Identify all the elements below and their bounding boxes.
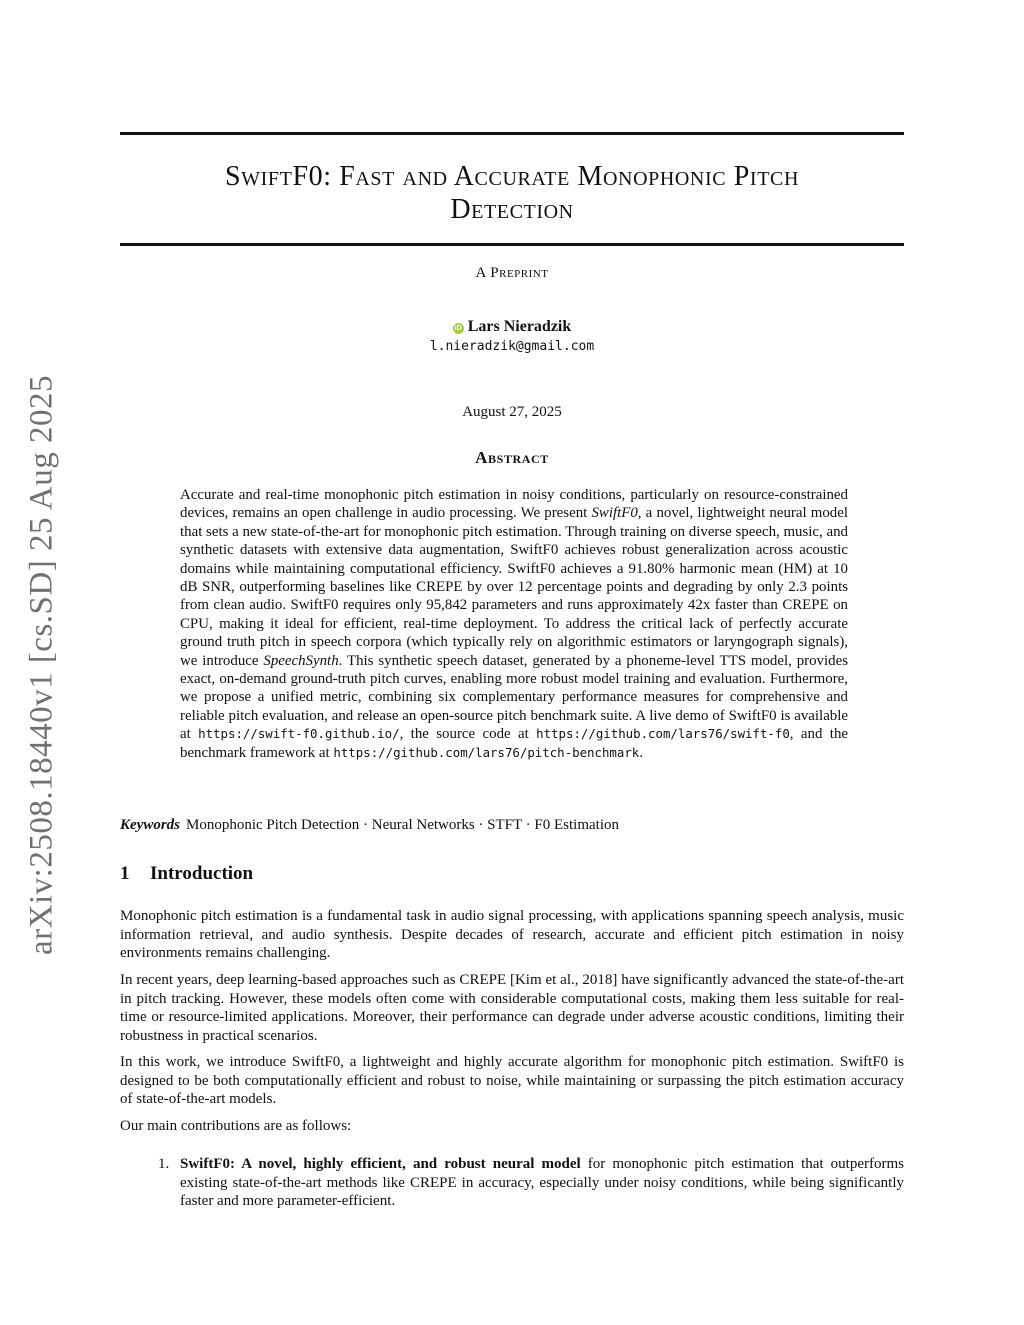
source-code-link[interactable]: https://github.com/lars76/swift-f0	[536, 726, 790, 742]
arxiv-sidebar-stamp: arXiv:2508.18440v1 [cs.SD] 25 Aug 2025	[23, 375, 60, 955]
intro-paragraph-2: In recent years, deep learning-based approaches such as CREPE [Kim et al., 2018] have significantly advanced the state-of-the-art in pitch tracking. However, these models often come with considerable computational costs, making them less suitable for real-time or resource-limited applications. Moreover, their performance can degrade under adverse acoustic conditions, limiting their robustness in practical scenarios.	[120, 972, 904, 1044]
publication-date: August 27, 2025	[462, 404, 562, 420]
abstract-text: . This synthetic speech dataset, generated by a phoneme-level TTS model, provides exact, on-demand ground-truth pitch curves, enabling more robust model training and evaluation. Furthermore, we propose a unified metric, combining six complementary performance measures for comprehensive and reliable pitch evaluation, and release an open-source pitch benchmark suite. A live demo of SwiftF0 is available at	[180, 652, 848, 743]
abstract-body	[180, 486, 848, 762]
benchmark-link[interactable]: https://github.com/lars76/pitch-benchmark	[333, 744, 640, 760]
abstract-text: .	[639, 744, 643, 761]
author-name: Lars Nieradzik	[467, 318, 572, 335]
contribution-item	[158, 1155, 904, 1211]
abstract-model-name: SwiftF0	[591, 505, 638, 522]
preprint-label: A Preprint	[475, 265, 549, 281]
title-line-1: SwiftF0: Fast and Accurate Monophonic Pitch	[225, 161, 799, 192]
intro-paragraph-1: Monophonic pitch estimation is a fundamental task in audio signal processing, with applications spanning speech analysis, music information retrieval, and audio synthesis. Despite decades of research, accurate and efficient pitch estimation in noisy environments remains challenging.	[120, 908, 904, 961]
author-email[interactable]: l.nieradzik@gmail.com	[429, 339, 595, 354]
abstract-heading: Abstract	[475, 448, 549, 467]
abstract-text: , a novel, lightweight neural model that sets a new state-of-the-art for monophonic pitch estimation. Through training on diverse speech, music, and synthetic datasets with extensive data augmentation, SwiftF0 achieves robust generalization across acoustic domains while maintaining computational efficiency. SwiftF0 achieves a 91.80% harmonic mean (HM) at 10 dB SNR, outperforming baselines like CREPE by over 12 percentage points and degrading by only 2.3 points from clean audio. SwiftF0 requires only 95,842 parameters and runs approximately 42x faster than CREPE on CPU, making it ideal for efficient, real-time deployment. To address the critical lack of perfectly accurate ground truth pitch in speech corpora (which typically rely on algorithmic estimators or laryngograph signals), we introduce	[180, 505, 848, 669]
paper-title	[120, 160, 904, 226]
section-heading-introduction	[120, 863, 253, 885]
contribution-number: 1.	[158, 1156, 170, 1172]
title-line-2: Detection	[450, 194, 574, 225]
keywords-text: Monophonic Pitch Detection · Neural Networks · STFT · F0 Estimation	[186, 817, 620, 833]
abstract-text: , the source code at	[399, 726, 537, 743]
orcid-icon[interactable]: iD	[454, 325, 462, 332]
keywords-label: Keywords	[120, 817, 180, 833]
author-block	[120, 318, 904, 336]
intro-paragraph-4: Our main contributions are as follows:	[120, 1118, 352, 1134]
contribution-title: SwiftF0: A novel, highly efficient, and robust neural model	[180, 1156, 581, 1172]
intro-paragraph-3: In this work, we introduce SwiftF0, a lightweight and highly accurate algorithm for monophonic pitch estimation. SwiftF0 is designed to be both computationally efficient and robust to noise, while maintaining or surpassing the pitch estimation accuracy of state-of-the-art models.	[120, 1054, 904, 1107]
demo-link[interactable]: https://swift-f0.github.io/	[198, 726, 400, 742]
title-top-rule	[120, 132, 904, 135]
title-bottom-rule	[120, 243, 904, 246]
contribution-text: for monophonic pitch estimation that outperforms existing state-of-the-art methods like CREPE in accuracy, especially under noisy conditions, while being significantly faster and more parameter-efficient.	[180, 1156, 904, 1209]
abstract-text: Accurate and real-time monophonic pitch estimation in noisy conditions, particularly on resource-constrained devices, remains an open challenge in audio processing. We present	[180, 487, 848, 522]
section-number: 1	[120, 863, 130, 884]
section-title: Introduction	[150, 863, 254, 884]
abstract-dataset-name: SpeechSynth	[263, 652, 339, 669]
keywords-line	[120, 817, 904, 834]
abstract-text: , and the benchmark framework at	[180, 726, 848, 761]
